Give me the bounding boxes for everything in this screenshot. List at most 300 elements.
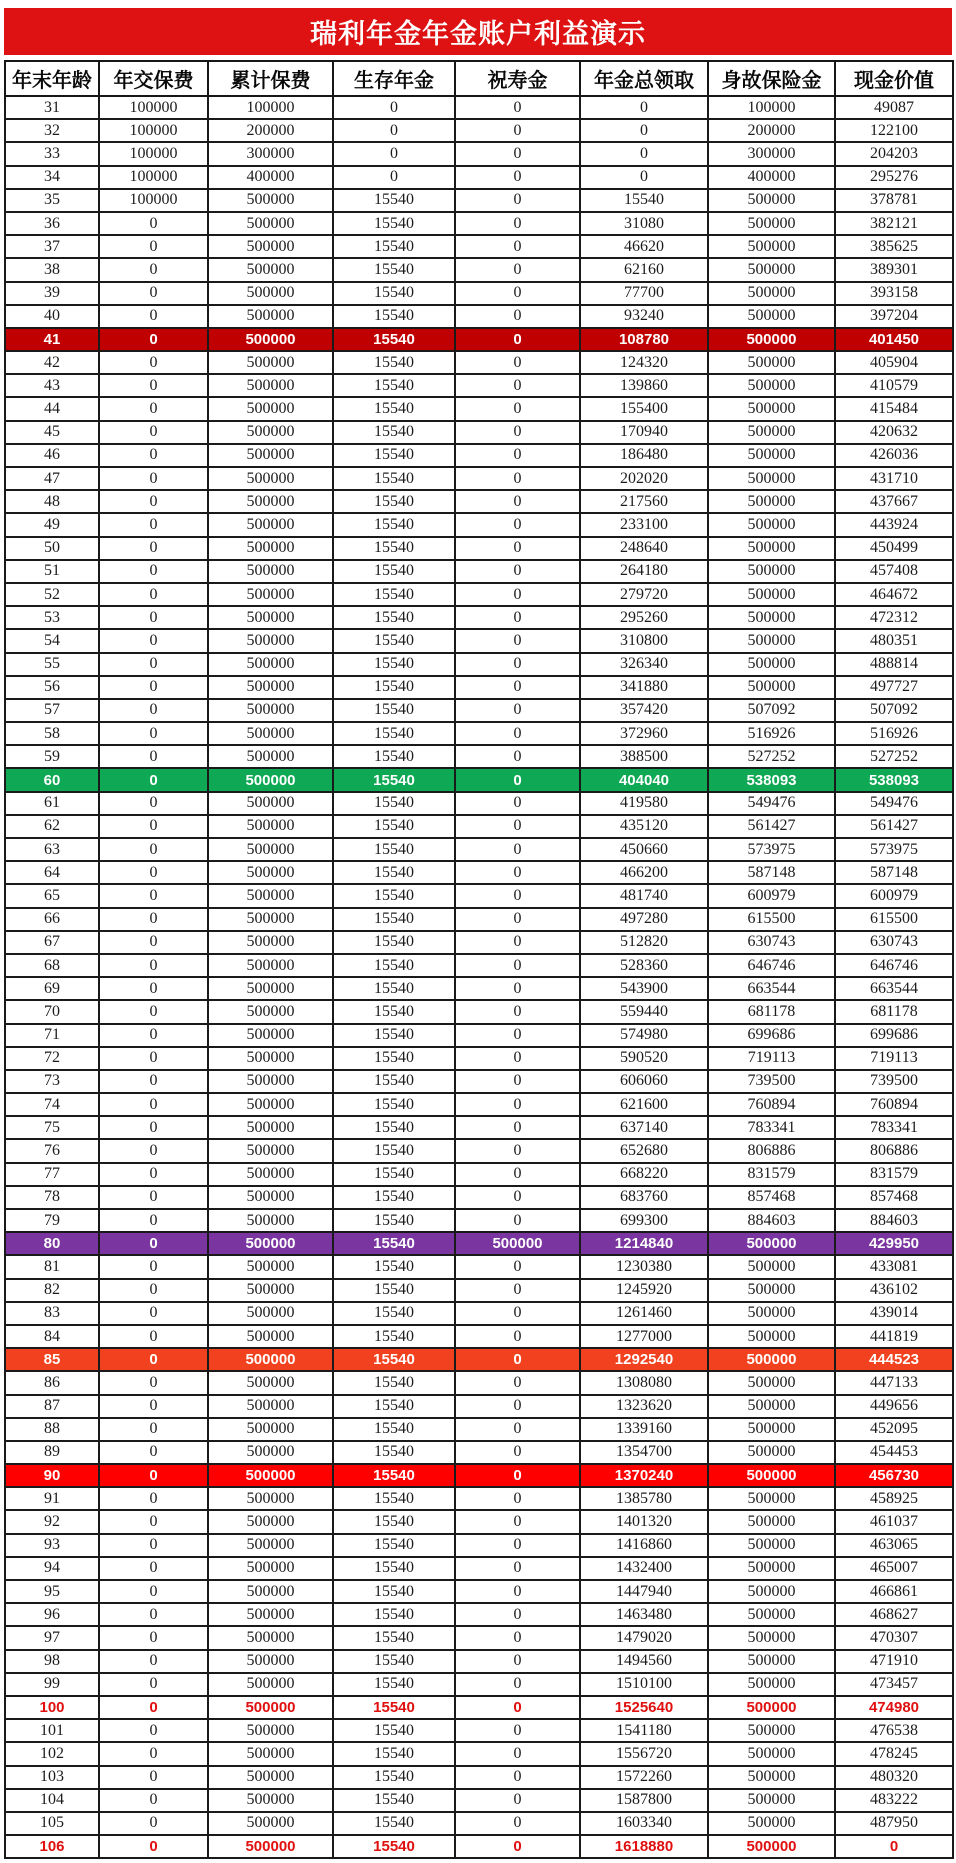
cell-birthday-benefit: 0: [455, 1163, 580, 1186]
cell-cumulative-premium: 500000: [208, 954, 333, 977]
cell-survival-annuity: 15540: [333, 560, 455, 583]
cell-age: 89: [5, 1441, 99, 1464]
cell-age: 97: [5, 1626, 99, 1649]
table-row: [5, 1348, 953, 1371]
cell-death-benefit: 500000: [708, 1487, 835, 1510]
cell-cash-value: 699686: [835, 1024, 953, 1047]
cell-death-benefit: 500000: [708, 1464, 835, 1487]
cell-age: 76: [5, 1139, 99, 1162]
cell-cash-value: 295276: [835, 166, 953, 189]
cell-age: 94: [5, 1557, 99, 1580]
cell-total-annuity-received: 481740: [580, 884, 708, 907]
cell-survival-annuity: 15540: [333, 1464, 455, 1487]
cell-cumulative-premium: 500000: [208, 444, 333, 467]
cell-cash-value: 382121: [835, 212, 953, 235]
cell-survival-annuity: 15540: [333, 282, 455, 305]
cell-annual-premium: 0: [99, 1000, 208, 1023]
table-row: [5, 189, 953, 212]
table-row: [5, 931, 953, 954]
cell-death-benefit: 500000: [708, 583, 835, 606]
col-header-death-benefit: 身故保险金: [708, 61, 835, 96]
cell-total-annuity-received: 0: [580, 119, 708, 142]
cell-cash-value: 857468: [835, 1186, 953, 1209]
cell-birthday-benefit: 0: [455, 1534, 580, 1557]
cell-annual-premium: 0: [99, 235, 208, 258]
cell-total-annuity-received: 1245920: [580, 1279, 708, 1302]
cell-birthday-benefit: 0: [455, 1464, 580, 1487]
cell-death-benefit: 500000: [708, 1279, 835, 1302]
cell-death-benefit: 500000: [708, 1255, 835, 1278]
cell-survival-annuity: 15540: [333, 1116, 455, 1139]
cell-cash-value: 476538: [835, 1719, 953, 1742]
cell-total-annuity-received: 1447940: [580, 1580, 708, 1603]
cell-cash-value: 454453: [835, 1441, 953, 1464]
cell-birthday-benefit: 0: [455, 1093, 580, 1116]
cell-annual-premium: 0: [99, 537, 208, 560]
cell-death-benefit: 646746: [708, 954, 835, 977]
table-row: [5, 1279, 953, 1302]
cell-age: 85: [5, 1348, 99, 1371]
cell-cumulative-premium: 500000: [208, 235, 333, 258]
cell-cumulative-premium: 500000: [208, 212, 333, 235]
cell-birthday-benefit: 0: [455, 1835, 580, 1858]
cell-death-benefit: 500000: [708, 1510, 835, 1533]
cell-birthday-benefit: 0: [455, 560, 580, 583]
cell-annual-premium: 0: [99, 1279, 208, 1302]
cell-cumulative-premium: 500000: [208, 1580, 333, 1603]
cell-age: 63: [5, 838, 99, 861]
cell-cash-value: 385625: [835, 235, 953, 258]
cell-total-annuity-received: 1323620: [580, 1395, 708, 1418]
cell-cash-value: 433081: [835, 1255, 953, 1278]
cell-cash-value: 497727: [835, 676, 953, 699]
table-row: [5, 1650, 953, 1673]
cell-total-annuity-received: 388500: [580, 745, 708, 768]
cell-cumulative-premium: 500000: [208, 1186, 333, 1209]
table-row: [5, 258, 953, 281]
cell-birthday-benefit: 0: [455, 119, 580, 142]
cell-birthday-benefit: 0: [455, 1650, 580, 1673]
cell-cash-value: 487950: [835, 1812, 953, 1835]
cell-cash-value: 760894: [835, 1093, 953, 1116]
cell-cumulative-premium: 500000: [208, 351, 333, 374]
cell-birthday-benefit: 0: [455, 282, 580, 305]
cell-survival-annuity: 15540: [333, 351, 455, 374]
cell-birthday-benefit: 0: [455, 606, 580, 629]
cell-cash-value: 884603: [835, 1209, 953, 1232]
cell-cash-value: 461037: [835, 1510, 953, 1533]
cell-cumulative-premium: 500000: [208, 1279, 333, 1302]
cell-cash-value: 483222: [835, 1789, 953, 1812]
table-row: [5, 583, 953, 606]
cell-total-annuity-received: 279720: [580, 583, 708, 606]
cell-survival-annuity: 15540: [333, 189, 455, 212]
cell-age: 74: [5, 1093, 99, 1116]
cell-age: 43: [5, 374, 99, 397]
cell-cumulative-premium: 500000: [208, 676, 333, 699]
cell-age: 62: [5, 815, 99, 838]
cell-birthday-benefit: 0: [455, 583, 580, 606]
cell-death-benefit: 500000: [708, 1232, 835, 1255]
cell-birthday-benefit: 0: [455, 421, 580, 444]
cell-birthday-benefit: 0: [455, 1557, 580, 1580]
cell-annual-premium: 0: [99, 606, 208, 629]
cell-birthday-benefit: 0: [455, 1789, 580, 1812]
cell-total-annuity-received: 543900: [580, 977, 708, 1000]
cell-cash-value: 468627: [835, 1603, 953, 1626]
cell-birthday-benefit: 0: [455, 1139, 580, 1162]
cell-death-benefit: 500000: [708, 235, 835, 258]
benefit-table: [4, 60, 954, 1859]
cell-survival-annuity: 15540: [333, 1186, 455, 1209]
cell-death-benefit: 699686: [708, 1024, 835, 1047]
cell-cash-value: 472312: [835, 606, 953, 629]
cell-annual-premium: 0: [99, 699, 208, 722]
cell-cash-value: 561427: [835, 815, 953, 838]
cell-survival-annuity: 15540: [333, 1510, 455, 1533]
table-row: [5, 1024, 953, 1047]
cell-cash-value: 447133: [835, 1371, 953, 1394]
cell-survival-annuity: 15540: [333, 1812, 455, 1835]
cell-survival-annuity: 15540: [333, 1000, 455, 1023]
cell-survival-annuity: 15540: [333, 258, 455, 281]
cell-age: 53: [5, 606, 99, 629]
cell-cumulative-premium: 500000: [208, 1650, 333, 1673]
cell-cumulative-premium: 500000: [208, 1024, 333, 1047]
cell-total-annuity-received: 1479020: [580, 1626, 708, 1649]
cell-total-annuity-received: 699300: [580, 1209, 708, 1232]
cell-cumulative-premium: 500000: [208, 1464, 333, 1487]
cell-age: 51: [5, 560, 99, 583]
cell-survival-annuity: 15540: [333, 931, 455, 954]
cell-annual-premium: 0: [99, 1742, 208, 1765]
cell-annual-premium: 0: [99, 513, 208, 536]
cell-age: 65: [5, 884, 99, 907]
cell-age: 47: [5, 467, 99, 490]
table-row: [5, 1487, 953, 1510]
cell-cumulative-premium: 500000: [208, 908, 333, 931]
cell-age: 40: [5, 305, 99, 328]
cell-cash-value: 49087: [835, 96, 953, 119]
cell-total-annuity-received: 1308080: [580, 1371, 708, 1394]
cell-cumulative-premium: 500000: [208, 513, 333, 536]
cell-annual-premium: 0: [99, 560, 208, 583]
cell-annual-premium: 0: [99, 467, 208, 490]
cell-cumulative-premium: 500000: [208, 1232, 333, 1255]
cell-cumulative-premium: 500000: [208, 537, 333, 560]
cell-cash-value: 646746: [835, 954, 953, 977]
table-row: [5, 1000, 953, 1023]
cell-cumulative-premium: 500000: [208, 977, 333, 1000]
cell-birthday-benefit: 0: [455, 1603, 580, 1626]
cell-cumulative-premium: 500000: [208, 815, 333, 838]
cell-death-benefit: 500000: [708, 328, 835, 351]
cell-birthday-benefit: 0: [455, 1000, 580, 1023]
table-row: [5, 1742, 953, 1765]
cell-birthday-benefit: 0: [455, 467, 580, 490]
cell-birthday-benefit: 0: [455, 1325, 580, 1348]
cell-death-benefit: 663544: [708, 977, 835, 1000]
cell-cash-value: 204203: [835, 142, 953, 165]
cell-survival-annuity: 15540: [333, 1719, 455, 1742]
cell-total-annuity-received: 124320: [580, 351, 708, 374]
cell-age: 64: [5, 861, 99, 884]
cell-age: 50: [5, 537, 99, 560]
cell-age: 102: [5, 1742, 99, 1765]
cell-cash-value: 463065: [835, 1534, 953, 1557]
cell-death-benefit: 500000: [708, 374, 835, 397]
cell-age: 78: [5, 1186, 99, 1209]
table-row: [5, 1163, 953, 1186]
table-row: [5, 235, 953, 258]
cell-annual-premium: 0: [99, 1163, 208, 1186]
cell-annual-premium: 0: [99, 397, 208, 420]
cell-cumulative-premium: 500000: [208, 1139, 333, 1162]
table-row: [5, 954, 953, 977]
cell-total-annuity-received: 155400: [580, 397, 708, 420]
table-row: [5, 1116, 953, 1139]
cell-annual-premium: 0: [99, 1487, 208, 1510]
cell-cash-value: 806886: [835, 1139, 953, 1162]
cell-death-benefit: 500000: [708, 1766, 835, 1789]
cell-annual-premium: 0: [99, 1024, 208, 1047]
cell-age: 44: [5, 397, 99, 420]
cell-cumulative-premium: 500000: [208, 1557, 333, 1580]
cell-total-annuity-received: 1603340: [580, 1812, 708, 1835]
cell-death-benefit: 300000: [708, 142, 835, 165]
cell-cash-value: 783341: [835, 1116, 953, 1139]
cell-birthday-benefit: 0: [455, 189, 580, 212]
table-row: [5, 815, 953, 838]
cell-age: 68: [5, 954, 99, 977]
cell-age: 32: [5, 119, 99, 142]
cell-cumulative-premium: 500000: [208, 931, 333, 954]
cell-total-annuity-received: 1370240: [580, 1464, 708, 1487]
cell-death-benefit: 500000: [708, 606, 835, 629]
cell-survival-annuity: 15540: [333, 490, 455, 513]
cell-annual-premium: 0: [99, 1302, 208, 1325]
cell-age: 73: [5, 1070, 99, 1093]
cell-age: 38: [5, 258, 99, 281]
table-row: [5, 1139, 953, 1162]
cell-cash-value: 466861: [835, 1580, 953, 1603]
cell-cash-value: 573975: [835, 838, 953, 861]
cell-annual-premium: 0: [99, 1650, 208, 1673]
cell-cumulative-premium: 500000: [208, 397, 333, 420]
cell-cumulative-premium: 500000: [208, 1348, 333, 1371]
cell-death-benefit: 500000: [708, 1742, 835, 1765]
cell-annual-premium: 0: [99, 328, 208, 351]
cell-death-benefit: 500000: [708, 1650, 835, 1673]
table-row: [5, 560, 953, 583]
cell-death-benefit: 857468: [708, 1186, 835, 1209]
cell-death-benefit: 500000: [708, 1418, 835, 1441]
cell-cumulative-premium: 500000: [208, 722, 333, 745]
cell-total-annuity-received: 310800: [580, 629, 708, 652]
cell-cumulative-premium: 500000: [208, 745, 333, 768]
cell-death-benefit: 630743: [708, 931, 835, 954]
cell-birthday-benefit: 0: [455, 722, 580, 745]
cell-total-annuity-received: 264180: [580, 560, 708, 583]
table-row: [5, 745, 953, 768]
table-row: [5, 1047, 953, 1070]
cell-age: 98: [5, 1650, 99, 1673]
cell-annual-premium: 0: [99, 792, 208, 815]
cell-age: 95: [5, 1580, 99, 1603]
cell-cash-value: 630743: [835, 931, 953, 954]
table-row: [5, 537, 953, 560]
cell-cash-value: 443924: [835, 513, 953, 536]
cell-death-benefit: 500000: [708, 1812, 835, 1835]
cell-total-annuity-received: 1618880: [580, 1835, 708, 1858]
cell-cumulative-premium: 500000: [208, 1371, 333, 1394]
cell-cash-value: 456730: [835, 1464, 953, 1487]
cell-survival-annuity: 15540: [333, 1650, 455, 1673]
cell-birthday-benefit: 0: [455, 768, 580, 791]
cell-birthday-benefit: 0: [455, 1047, 580, 1070]
cell-age: 91: [5, 1487, 99, 1510]
cell-total-annuity-received: 1401320: [580, 1510, 708, 1533]
cell-birthday-benefit: 0: [455, 1070, 580, 1093]
cell-total-annuity-received: 621600: [580, 1093, 708, 1116]
cell-cumulative-premium: 100000: [208, 96, 333, 119]
cell-annual-premium: 0: [99, 1510, 208, 1533]
cell-total-annuity-received: 1494560: [580, 1650, 708, 1673]
cell-death-benefit: 500000: [708, 421, 835, 444]
cell-annual-premium: 0: [99, 258, 208, 281]
cell-cumulative-premium: 500000: [208, 1093, 333, 1116]
cell-cumulative-premium: 500000: [208, 374, 333, 397]
table-row: [5, 282, 953, 305]
cell-annual-premium: 0: [99, 722, 208, 745]
cell-age: 61: [5, 792, 99, 815]
cell-cumulative-premium: 500000: [208, 1510, 333, 1533]
cell-death-benefit: 100000: [708, 96, 835, 119]
cell-annual-premium: 0: [99, 1325, 208, 1348]
cell-survival-annuity: 15540: [333, 397, 455, 420]
cell-death-benefit: 500000: [708, 1673, 835, 1696]
cell-age: 46: [5, 444, 99, 467]
cell-birthday-benefit: 0: [455, 1812, 580, 1835]
cell-death-benefit: 573975: [708, 838, 835, 861]
cell-age: 101: [5, 1719, 99, 1742]
table-row: [5, 1603, 953, 1626]
cell-death-benefit: 500000: [708, 1557, 835, 1580]
cell-death-benefit: 500000: [708, 1441, 835, 1464]
cell-annual-premium: 0: [99, 1557, 208, 1580]
cell-cash-value: 739500: [835, 1070, 953, 1093]
cell-age: 67: [5, 931, 99, 954]
table-row: [5, 490, 953, 513]
cell-death-benefit: 516926: [708, 722, 835, 745]
table-row: [5, 792, 953, 815]
cell-age: 82: [5, 1279, 99, 1302]
cell-survival-annuity: 0: [333, 166, 455, 189]
cell-annual-premium: 0: [99, 374, 208, 397]
cell-age: 84: [5, 1325, 99, 1348]
cell-death-benefit: 500000: [708, 1835, 835, 1858]
cell-age: 35: [5, 189, 99, 212]
cell-survival-annuity: 15540: [333, 676, 455, 699]
table-row: [5, 676, 953, 699]
cell-age: 75: [5, 1116, 99, 1139]
cell-cash-value: 437667: [835, 490, 953, 513]
cell-annual-premium: 0: [99, 1766, 208, 1789]
table-row: [5, 1510, 953, 1533]
cell-birthday-benefit: 0: [455, 1510, 580, 1533]
table-row: [5, 1232, 953, 1255]
cell-cumulative-premium: 500000: [208, 467, 333, 490]
cell-cash-value: 397204: [835, 305, 953, 328]
cell-death-benefit: 500000: [708, 1395, 835, 1418]
cell-death-benefit: 500000: [708, 513, 835, 536]
table-row: [5, 884, 953, 907]
cell-total-annuity-received: 341880: [580, 676, 708, 699]
cell-birthday-benefit: 0: [455, 305, 580, 328]
cell-birthday-benefit: 0: [455, 351, 580, 374]
cell-age: 93: [5, 1534, 99, 1557]
cell-age: 92: [5, 1510, 99, 1533]
cell-birthday-benefit: 0: [455, 537, 580, 560]
cell-cash-value: 436102: [835, 1279, 953, 1302]
cell-birthday-benefit: 0: [455, 1348, 580, 1371]
cell-age: 104: [5, 1789, 99, 1812]
cell-survival-annuity: 15540: [333, 305, 455, 328]
cell-death-benefit: 500000: [708, 629, 835, 652]
cell-annual-premium: 0: [99, 1418, 208, 1441]
cell-birthday-benefit: 0: [455, 629, 580, 652]
cell-birthday-benefit: 0: [455, 1487, 580, 1510]
cell-total-annuity-received: 1354700: [580, 1441, 708, 1464]
cell-birthday-benefit: 0: [455, 815, 580, 838]
cell-total-annuity-received: 1277000: [580, 1325, 708, 1348]
cell-survival-annuity: 0: [333, 142, 455, 165]
cell-annual-premium: 0: [99, 815, 208, 838]
cell-cumulative-premium: 500000: [208, 282, 333, 305]
cell-cumulative-premium: 500000: [208, 1534, 333, 1557]
cell-survival-annuity: 15540: [333, 1766, 455, 1789]
cell-annual-premium: 0: [99, 1464, 208, 1487]
cell-cumulative-premium: 500000: [208, 490, 333, 513]
cell-cumulative-premium: 500000: [208, 328, 333, 351]
cell-death-benefit: 681178: [708, 1000, 835, 1023]
table-row: [5, 1371, 953, 1394]
cell-survival-annuity: 15540: [333, 699, 455, 722]
col-header-total-annuity-received: 年金总领取: [580, 61, 708, 96]
cell-cash-value: 473457: [835, 1673, 953, 1696]
cell-cumulative-premium: 500000: [208, 1487, 333, 1510]
cell-total-annuity-received: 139860: [580, 374, 708, 397]
cell-total-annuity-received: 1230380: [580, 1255, 708, 1278]
table-row: [5, 1580, 953, 1603]
table-row: [5, 1626, 953, 1649]
cell-birthday-benefit: 0: [455, 258, 580, 281]
table-body: [5, 96, 953, 1858]
cell-death-benefit: 500000: [708, 490, 835, 513]
cell-death-benefit: 549476: [708, 792, 835, 815]
cell-death-benefit: 500000: [708, 1348, 835, 1371]
cell-age: 86: [5, 1371, 99, 1394]
cell-total-annuity-received: 108780: [580, 328, 708, 351]
cell-cash-value: 444523: [835, 1348, 953, 1371]
cell-cash-value: 0: [835, 1835, 953, 1858]
table-row: [5, 1766, 953, 1789]
cell-birthday-benefit: 0: [455, 1766, 580, 1789]
cell-annual-premium: 0: [99, 305, 208, 328]
cell-survival-annuity: 15540: [333, 1279, 455, 1302]
cell-death-benefit: 500000: [708, 258, 835, 281]
cell-cumulative-premium: 500000: [208, 305, 333, 328]
